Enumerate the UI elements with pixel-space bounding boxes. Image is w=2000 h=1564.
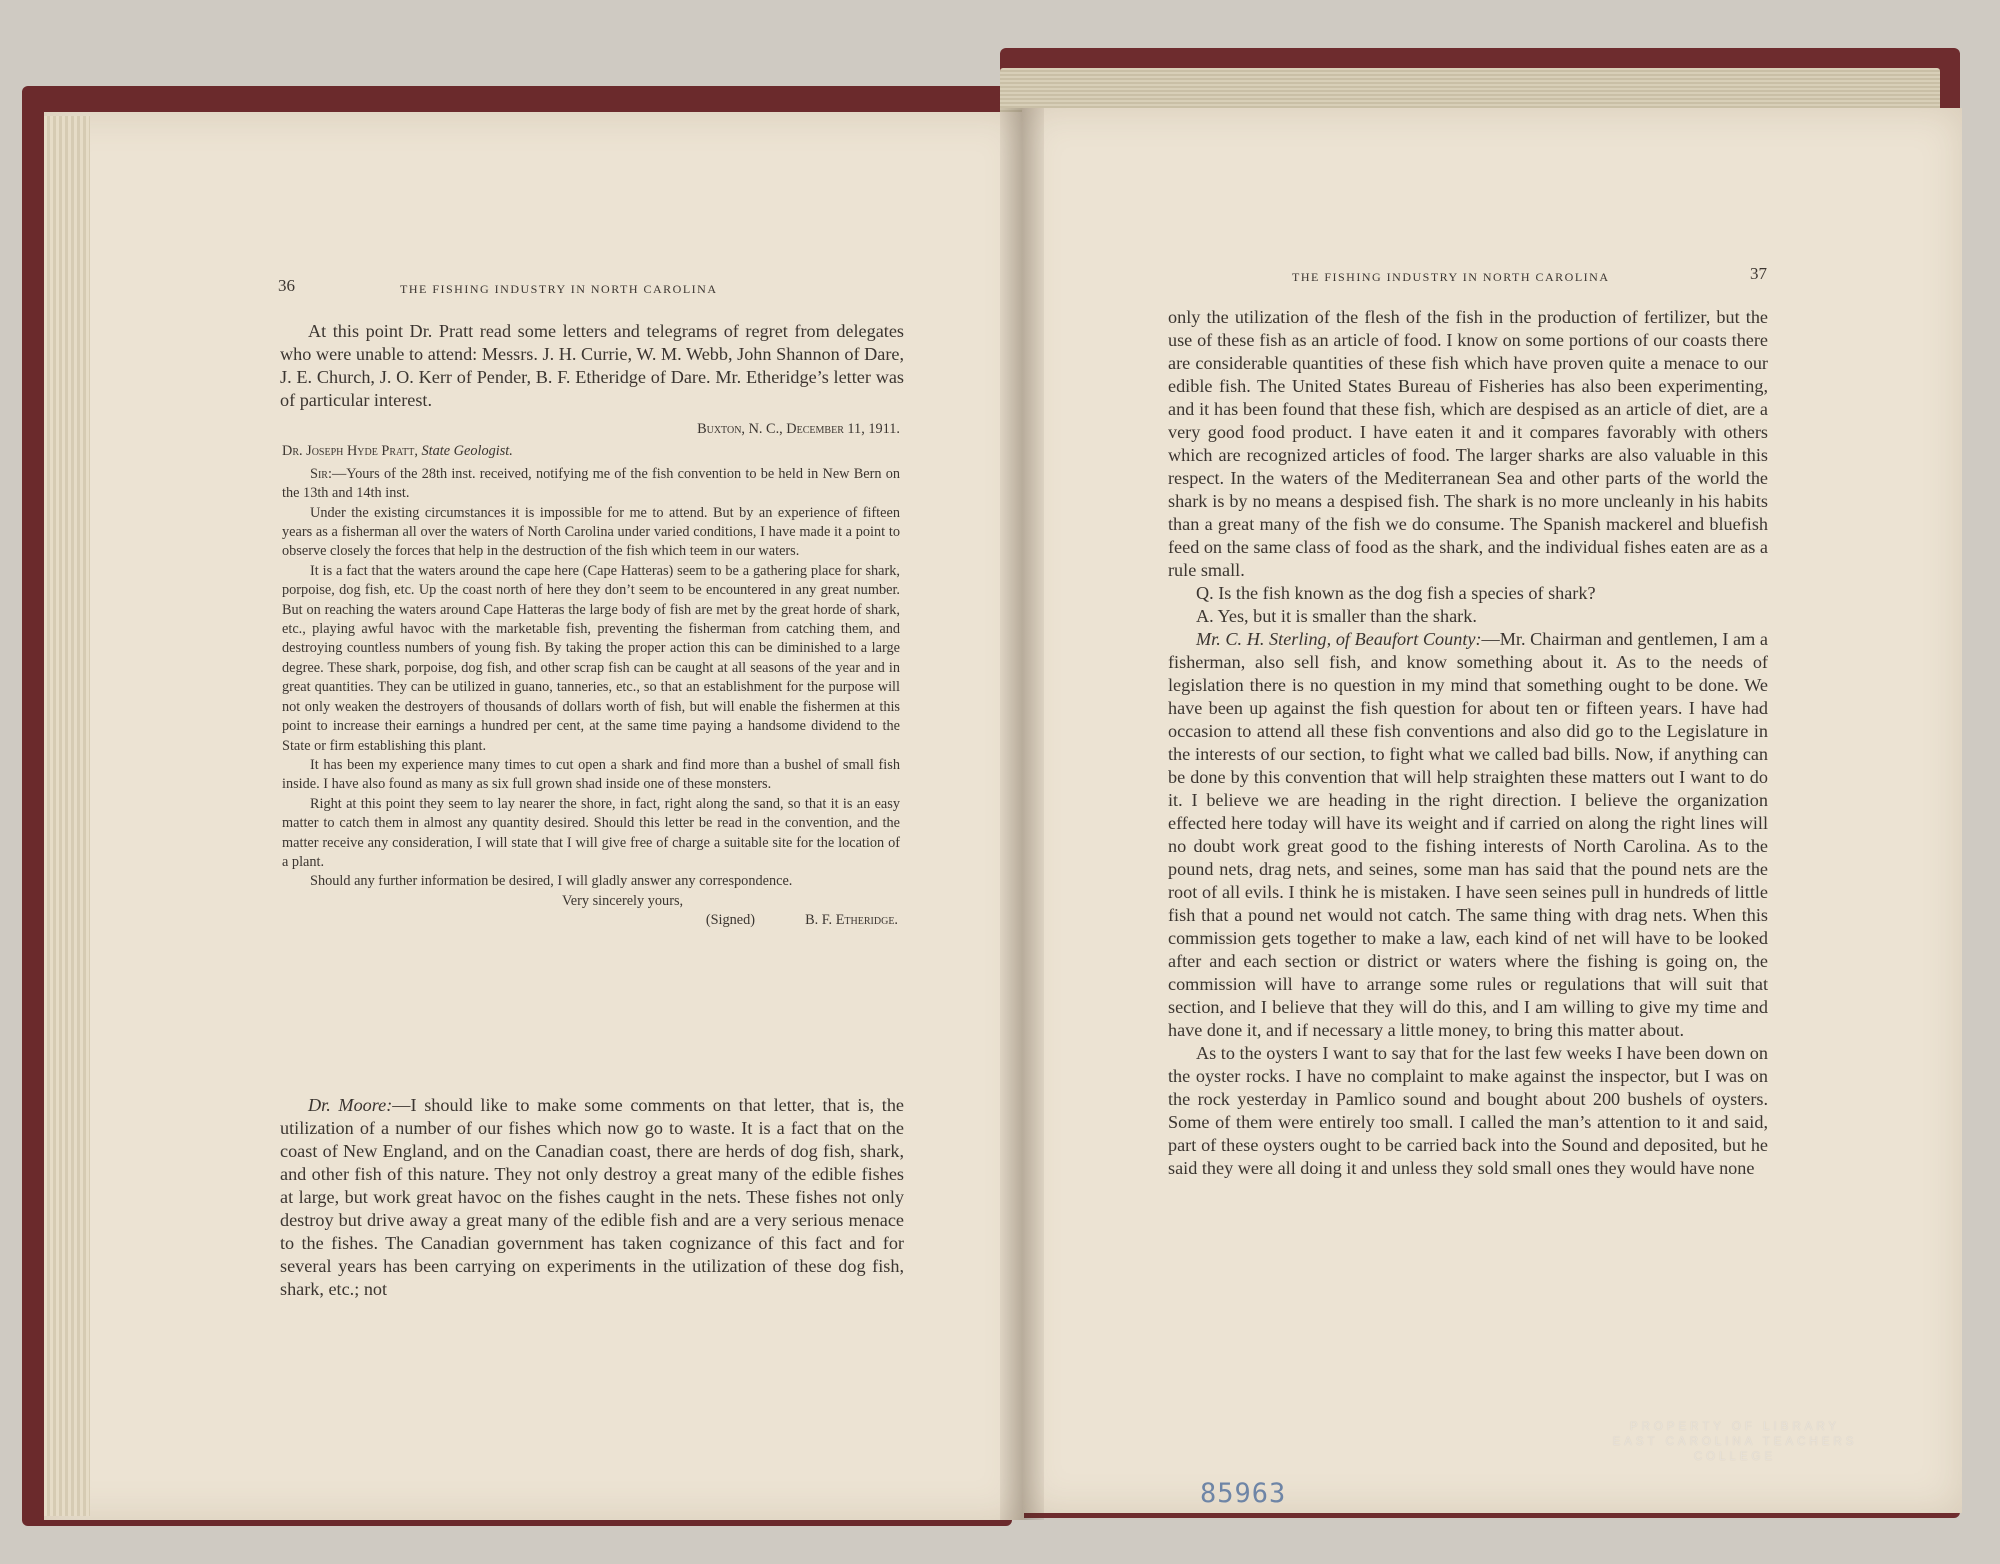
moore-paragraph xyxy=(280,1094,904,1301)
left-intro-block xyxy=(280,320,904,412)
letter-paragraph: Under the existing circumstances it is impossible for me to attend. But by an experience of fifteen years as a fisherman all over the waters of North Carolina under varied conditions, I have made it a point to observe closely the forces that help in the destruction of the fish which teem in our waters. xyxy=(282,504,900,560)
intro-paragraph: At this point Dr. Pratt read some letters and telegrams of regret from delegates who were unable to attend: Messrs. J. H. Currie, W. M. Webb, John Shannon of Dare, J. E. Church, J. O. Kerr of Pender, B. F. Etheridge of Dare. Mr. Etheridge’s letter was of particular interest. xyxy=(280,321,904,410)
sterling-paragraph xyxy=(1168,628,1768,1042)
running-head-left: THE FISHING INDUSTRY IN NORTH CAROLINA xyxy=(400,282,718,296)
moore-speaker: Dr. Moore: xyxy=(308,1095,393,1115)
page-number-right: 37 xyxy=(1750,264,1767,283)
letter-closing: Very sincerely yours, xyxy=(562,892,684,909)
etheridge-letter xyxy=(282,420,900,931)
left-page-stack xyxy=(44,116,90,1516)
library-watermark xyxy=(1575,1420,1895,1465)
letter-addressee xyxy=(282,442,900,461)
book-gutter xyxy=(1000,108,1044,1520)
running-head-right: THE FISHING INDUSTRY IN NORTH CAROLINA xyxy=(1292,270,1610,284)
salutation: Sir: xyxy=(310,465,332,482)
moore-remarks xyxy=(280,1094,904,1301)
moore-text: —I should like to make some comments on that letter, that is, the utilization of a number of our fishes which now go to waste. It is a fact that on the coast of New England, and on the Canadian coast, there are herds of dog fish, shark, and other fish of this nature. They not only destroy a great many of the edible fishes at large, but work great havoc on the fishes caught in the nets. These fishes not only destroy but drive away a great many of the edible fish and are a very serious menace to the fishes. The Canadian government has taken cognizance of this fact and for several years has been carrying on experiments in the utilization of these dog fish, shark, etc.; not xyxy=(280,1095,904,1299)
letter-paragraph: It is a fact that the waters around the cape here (Cape Hatteras) seem to be a gathering place for shark, porpoise, dog fish, etc. Up the coast north of here they don’t seem to be encountered in any great number. But on reaching the waters around Cape Hatteras the large body of fish are met by the great horde of shark, etc., playing awful havoc with the marketable fish, preventing the fisherman from catching them, and destroying countless numbers of young fish. By taking the proper action this can be diminished to a large degree. These shark, porpoise, dog fish, and other scrap fish can be caught at all seasons of the year and in great quantities. They can be utilized in guano, tanneries, etc., so that an establishment for the purpose will not only weaken the destroyers of thousands of dollars worth of fish, but will enable the fishermen at this point to increase their earnings a hundred per cent, at the same time paying a handsome dividend to the State or firm establishing this plant. xyxy=(282,562,900,754)
signed-label: (Signed) xyxy=(705,912,756,929)
addressee-name: Dr. Joseph Hyde Pratt, xyxy=(282,443,418,460)
letter-paragraph: It has been my experience many times to cut open a shark and find more than a bushel of small fish inside. I have also found as many as six full grown shad inside one of these monsters. xyxy=(282,756,900,793)
signature-row xyxy=(282,911,900,930)
letter-paragraph: Should any further information be desired, I will gladly answer any correspondence. xyxy=(310,873,793,890)
watermark-line-1: PROPERTY OF LIBRARY xyxy=(1629,1421,1841,1433)
letter-paragraph: Right at this point they seem to lay nearer the shore, in fact, right along the sand, so that it is an easy matter to catch them in almost any quantity desired. Should this letter be read in the convention, and the matter receive any consideration, I will state that I will give free of charge a suitable site for the location of a plant. xyxy=(282,795,900,870)
accession-number-stamp: 85963 xyxy=(1200,1478,1287,1509)
oysters-paragraph: As to the oysters I want to say that for the last few weeks I have been down on the oyster rocks. I have no complaint to make against the inspector, but I was on the rock yesterday in Pamlico sound and bought about 200 bushels of oysters. Some of them were entirely too small. I called the man’s attention to it and said, part of these oysters ought to be carried back into the Sound and deposited, but he said they were all doing it and unless they sold small ones they would have none xyxy=(1168,1043,1768,1178)
addressee-title: State Geologist. xyxy=(421,443,513,460)
letter-paragraph xyxy=(282,465,900,504)
sterling-text: —Mr. Chairman and gentlemen, I am a fisherman, also sell fish, and know something about it. As to the needs of legislation there is no question in my mind that something ought to be done. We have been up against the fish question for about ten or fifteen years. I have had occasion to attend all these fish conventions and also did go to the Legislature in the interests of our section, to fight what we called bad bills. Now, if anything can be done by this convention that will help straighten these matters out I want to do it. I believe we are heading in the right direction. I believe the organization effected here today will have its weight and if carried on along the right lines will no doubt work great good to the fishing interests of North Carolina. As to the pound nets, drag nets, and seines, some man has said that the pound nets are the root of all evils. I think he is mistaken. I have seen seines pull in hundreds of little fish that a pound net would not catch. The same thing with drag nets. When this commission gets together to make a law, each kind of net will have to be looked after and each section or district or waters where the fishing is going on, the commission will have to arrange some rules or regulations that will suit that section, and I believe that they will do this, and I am willing to give my time and have done it, and if necessary a little money, to bring this matter about. xyxy=(1168,629,1768,1040)
watermark-line-2: EAST CAROLINA TEACHERS COLLEGE xyxy=(1612,1436,1858,1463)
signature: B. F. Etheridge. xyxy=(805,912,898,929)
question-line: Q. Is the fish known as the dog fish a species of shark? xyxy=(1196,583,1596,603)
right-text-block xyxy=(1168,306,1768,1180)
letter-paragraph-text: —Yours of the 28th inst. received, notifying me of the fish convention to be held in New Bern on the 13th and 14th inst. xyxy=(282,465,900,502)
answer-line: A. Yes, but it is smaller than the shark. xyxy=(1196,606,1477,626)
sterling-speaker: Mr. C. H. Sterling, of Beaufort County: xyxy=(1196,629,1482,649)
letter-dateline: Buxton, N. C., December 11, 1911. xyxy=(697,421,900,437)
continuation-paragraph: only the utilization of the flesh of the fish in the production of fertilizer, but the use of these fish as an article of food. I know on some portions of our coasts there are considerable quantities of these fish which have proven quite a menace to our edible fish. The United States Bureau of Fisheries has also been experimenting, and it has been found that these fish, which are despised as an article of diet, are a very good food product. I have eaten it and it compares favorably with others which are recognized articles of food. The larger sharks are also valuable in this respect. In the waters of the Mediterranean Sea and other parts of the world the shark is by no means a despised fish. The shark is no more uncleanly in his habits than a great many of the fish we do consume. The Spanish mackerel and bluefish feed on the same class of food as the shark, and the individual fishes eaten are as a rule small. xyxy=(1168,307,1768,580)
page-number-left: 36 xyxy=(278,276,295,295)
